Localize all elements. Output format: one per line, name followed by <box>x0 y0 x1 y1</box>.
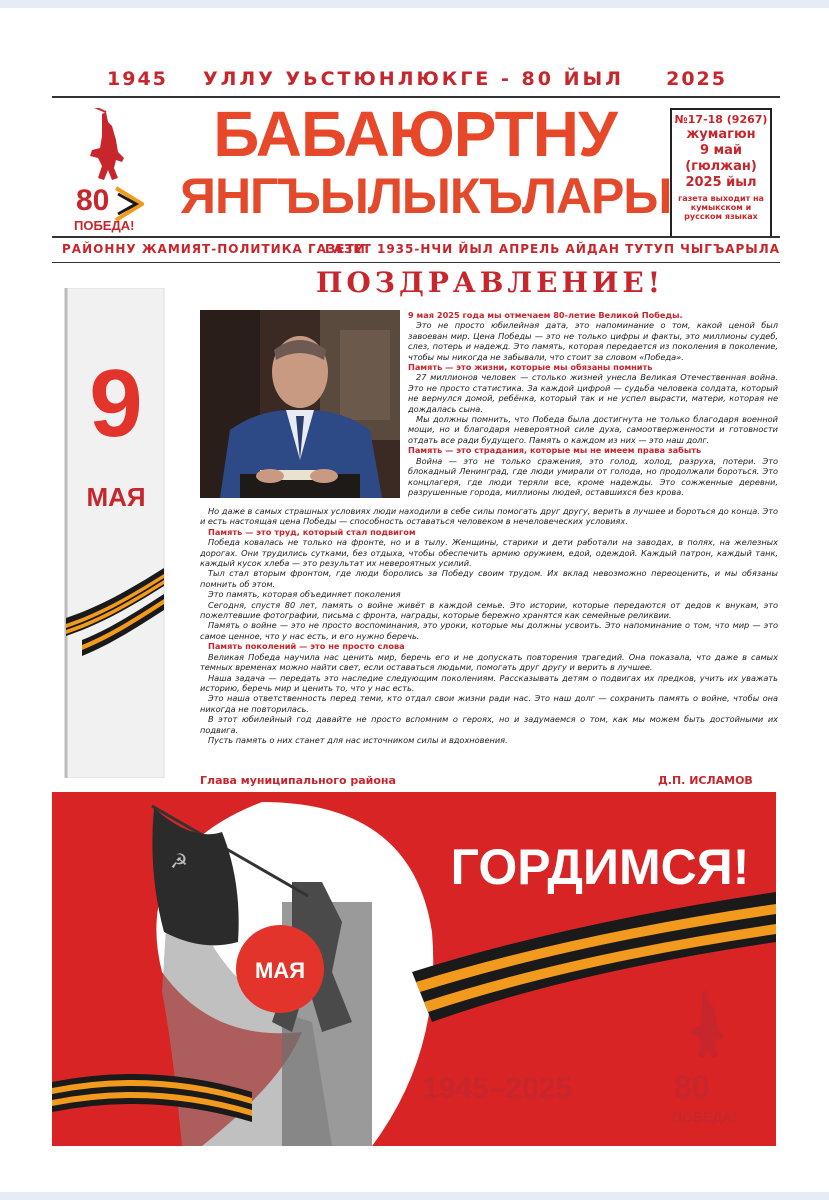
article-paragraph: Это память, которая объединяет поколения <box>208 589 401 600</box>
signature-name: Д.П. ИСЛАМОВ <box>658 774 753 787</box>
subtitle-bar <box>62 240 780 260</box>
article-lead: 9 мая 2025 года мы отмечаем 80-летие Великой Победы. <box>408 310 683 320</box>
headline: ПОЗДРАВЛЕНИЕ! <box>315 266 665 299</box>
article-subheading: Память — это труд, который стал подвигом <box>208 526 416 537</box>
article-column-full <box>200 506 778 745</box>
divider <box>52 236 780 238</box>
subtitle-right: ГАЗЕТ 1935-НЧИ ЙЫЛ АПРЕЛЬ АЙДАН ТУТУП ЧЫГЪАРЫЛА <box>324 242 780 256</box>
issue-date: 9 май <box>699 143 743 158</box>
logo-number: 80 <box>76 184 110 217</box>
article-paragraph: Пусть память о них станет для нас источником силы и вдохновения. <box>208 734 508 745</box>
victory-day-poster <box>52 792 776 1146</box>
may-9-banner <box>62 288 170 778</box>
logo-text: ПОБЕДА! <box>74 218 135 233</box>
article-paragraph: Память о войне — это не просто воспоминания, это уроки, которые мы должны усвоить. Это напоминание о том, что мир — это самое ценное, что у нас есть, и его нужно беречь. <box>200 620 778 641</box>
article-paragraph: Наша задача — передать это наследие следующим поколениям. Рассказывать детям о подвигах их предков, учить их уважать историю, беречь мир и ценить то, что у нас есть. <box>200 672 778 693</box>
poster-years: 1945–2025 <box>422 1072 573 1105</box>
poster-logo-text: ПОБЕДА! <box>672 1109 738 1125</box>
article-paragraph: 27 миллионов человек — столько жизней унесла Великая Отечественная война. Это не просто статистика. За каждой цифрой — судьба человека солдата, который не вернулся домой, ребёнка, который так и не успел вырасти, матери, которая не дождалась сына. <box>408 372 778 414</box>
year-end: 2025 <box>666 68 727 90</box>
article-paragraph: Это наша ответственность перед теми, кто отдал свои жизни ради нас. Это наш долг — сохранить память о войне, чтобы она никогда не повторилась. <box>200 693 778 714</box>
issue-number: №17-18 (9267) <box>674 113 768 126</box>
poster-logo-number: 80 <box>674 1069 710 1105</box>
hammer-sickle-icon: ☭ <box>170 849 188 873</box>
newspaper-title-line1: БАБАЮРТНУ <box>213 98 617 170</box>
newspaper-page <box>0 8 829 1192</box>
article-subheading: Память поколений — это не просто слова <box>208 641 405 652</box>
issue-languages: газета выходит на кумыкском и русском языках <box>678 194 764 221</box>
article-subheading: Память — это жизни, которые мы обязаны помнить <box>408 362 653 373</box>
issue-month-local: (гюлжан) <box>685 159 757 174</box>
victory-80-logo <box>72 108 144 238</box>
article-paragraph: Победа ковалась не только на фронте, но и в тылу. Женщины, старики и дети работали на заводах, в полях, на железных дорогах. Они трудились сутками, без отдыха, чтобы обеспечить армию оружием, едой, одеждой. Каждый патрон, каждый танк, каждый кусок хлеба — это результат их невероятных усилий. <box>200 537 778 569</box>
year-start: 1945 <box>107 68 168 90</box>
issue-info-box <box>670 108 772 238</box>
banner-month: МАЯ <box>86 482 146 512</box>
article-paragraph: Сегодня, спустя 80 лет, память о войне живёт в каждой семье. Это истории, которые передаются от дедов к внукам, это пожелтевшие фотографии, письма с фронта, награды, которые бережно хранятся как семейные реликвии. <box>200 599 778 621</box>
official-portrait <box>200 310 400 498</box>
poster-circle-text: МАЯ <box>254 958 306 983</box>
article-subheading: Память — это страдания, которые мы не имеем права забыть <box>408 445 702 456</box>
article-column-right <box>408 310 778 497</box>
article-paragraph: Но даже в самых страшных условиях люди находили в себе силы помогать друг другу, верить в лучшее и бороться до конца. Это и есть настоящая цена Победы — способность оставаться человеком в нечеловеческих условиях. <box>200 506 778 527</box>
article-paragraph: Мы должны помнить, что Победа была достигнута не только благодаря военной мощи, но и благодаря невероятной силе духа, самоотверженности и готовности отдать все ради будущего. Память о каждом из них — это наш долг. <box>408 414 778 445</box>
subtitle-left: РАЙОННУ ЖАМИЯТ-ПОЛИТИКА ГАЗЕТИ <box>62 242 366 256</box>
divider <box>52 262 780 263</box>
poster-slogan: ГОРДИМСЯ! <box>450 839 750 895</box>
newspaper-title-line2: ЯНГЪЫЛЫКЪЛАРЫ <box>180 168 672 224</box>
article-paragraph: В этот юбилейный год давайте не просто вспомним о героях, но и задумаемся о том, как мы можем быть достойными их подвига. <box>200 714 778 735</box>
article-paragraph: Тыл стал вторым фронтом, где люди боролись за Победу своим трудом. Их вклад невозможно переоценить, и мы обязаны помнить об этом. <box>200 568 778 589</box>
anniversary-line <box>107 68 727 92</box>
article-paragraph: Великая Победа научила нас ценить мир, беречь его и не допускать повторения трагедий. Она показала, что даже в самых темных временах можно найти свет, если оставаться людьми, помогать друг другу и верить в лучшее. <box>200 651 778 673</box>
banner-day: 9 <box>89 350 143 457</box>
anniversary-text: УЛЛУ УЬСТЮНЛЮКГЕ - 80 ЙЫЛ <box>203 68 624 90</box>
issue-weekday: жумагюн <box>686 127 756 142</box>
signature-position: Глава муниципального района <box>200 774 396 787</box>
issue-year: 2025 йыл <box>685 175 757 190</box>
article-paragraph: Это не просто юбилейная дата, это напоминание о том, какой ценой был завоеван мир. Цена Победы — это не только цифры и факты, это миллионы судеб, слез, потерь и надежд. Это память, которая передается из поколения в поколение, чтобы мы никогда не забывали, что стоит за словом «Победа». <box>408 320 778 362</box>
motherland-statue-icon <box>90 112 124 180</box>
article-paragraph: Война — это не только сражения, это голод, холод, разруха, потери. Это блокадный Ленинград, где люди умирали от голода, но продолжали бороться. Это концлагеря, где люди теряли все, кроме надежды. Это сожженные деревни, разрушенные города, миллионы людей, оставшихся без крова. <box>408 455 778 497</box>
